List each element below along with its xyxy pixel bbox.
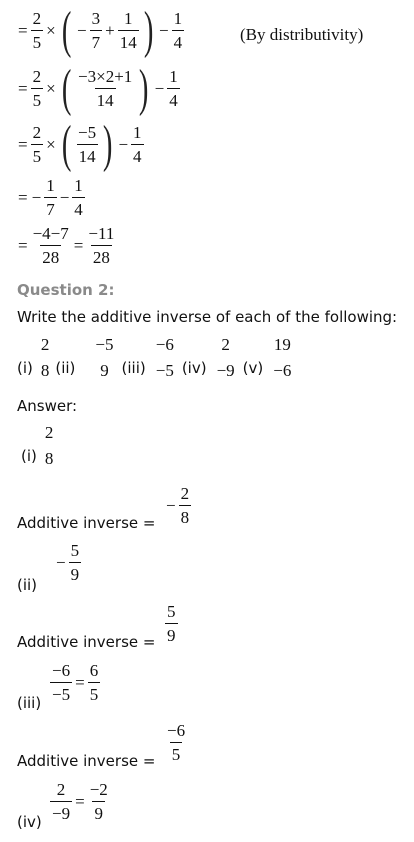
- fraction: $\frac{2}{-9}$: [52, 780, 71, 823]
- fraction: $\frac{1}{4}$: [169, 67, 178, 111]
- fraction: $\frac{2}{5}$: [32, 67, 42, 111]
- option-label: (ii): [55, 359, 76, 377]
- fraction: $\frac{5}{9}$: [70, 541, 80, 584]
- times-sign: ×: [46, 135, 56, 155]
- right-paren: ): [103, 116, 113, 173]
- equals-sign: =: [18, 21, 28, 41]
- additive-inverse-text: Additive inverse =: [17, 752, 156, 770]
- minus-sign: −: [56, 553, 66, 572]
- question-text: Write the additive inverse of each of the following:: [17, 308, 398, 326]
- equals-sign: =: [18, 79, 28, 99]
- equals-sign: =: [75, 673, 85, 692]
- additive-inverse-value: [164, 485, 192, 526]
- options-row: [17, 336, 293, 379]
- option-label: (v): [242, 359, 264, 377]
- question-heading: Question 2:: [17, 281, 115, 299]
- fraction: $\frac{3}{7}$: [91, 9, 101, 53]
- fraction: $\frac{-6}{-5}$: [52, 661, 71, 704]
- answer-fraction: 2 8: [44, 423, 54, 468]
- derivation-line-4: [16, 177, 86, 218]
- answer-ii-expression: [54, 542, 82, 583]
- fraction: $\frac{-11}{28}$: [88, 224, 115, 267]
- answer-iv-expression: [49, 781, 111, 822]
- option-fraction: −6 −5: [155, 335, 174, 380]
- minus-sign: −: [159, 21, 169, 41]
- option-label: (iii): [121, 359, 146, 377]
- fraction: $\frac{-6}{5}$: [167, 721, 186, 764]
- option-fraction: 2 8: [40, 335, 50, 380]
- option-fraction: −5 9: [95, 335, 114, 380]
- equals-sign: =: [75, 792, 85, 811]
- additive-inverse-value: [164, 722, 188, 763]
- fraction: $\frac{-5}{14}$: [78, 123, 97, 167]
- right-paren: ): [139, 60, 149, 117]
- answer-iii-expression: [49, 662, 101, 703]
- minus-sign: −: [166, 496, 176, 515]
- answer-heading: Answer:: [17, 397, 78, 415]
- fraction: $\frac{1}{14}$: [119, 9, 137, 53]
- times-sign: ×: [46, 21, 56, 41]
- minus-sign: −: [77, 21, 87, 41]
- minus-sign: −: [59, 188, 70, 207]
- fraction: $\frac{2}{5}$: [32, 9, 42, 53]
- fraction: $\frac{1}{4}$: [133, 123, 142, 167]
- distributivity-note: (By distributivity): [240, 25, 364, 44]
- additive-inverse-text: Additive inverse =: [17, 633, 156, 651]
- derivation-line-5: [16, 225, 117, 266]
- fraction: $\frac{1}{7}$: [46, 176, 55, 219]
- answer-label: (iv): [17, 813, 42, 831]
- right-paren: ): [143, 2, 154, 59]
- additive-inverse-text: Additive inverse =: [17, 514, 156, 532]
- option-label: (i): [17, 359, 33, 377]
- minus-sign: −: [118, 135, 129, 155]
- fraction: $\frac{2}{8}$: [180, 484, 190, 527]
- equals-sign: =: [18, 236, 28, 255]
- derivation-line-1: [16, 2, 185, 59]
- option-label: (iv): [181, 359, 207, 377]
- minus-sign: −: [31, 188, 42, 207]
- times-sign: ×: [46, 79, 56, 99]
- fraction: $\frac{1}{4}$: [74, 176, 83, 219]
- fraction: $\frac{6}{5}$: [89, 661, 99, 704]
- fraction: $\frac{2}{5}$: [32, 123, 42, 167]
- equals-sign: =: [18, 135, 28, 155]
- answer-i: [21, 424, 56, 467]
- fraction: $\frac{-4-7}{28}$: [32, 224, 69, 267]
- fraction: $\frac{5}{9}$: [167, 602, 176, 645]
- fraction: $\frac{-3\times 2+1}{14}$: [78, 67, 133, 111]
- plus-sign: +: [105, 21, 115, 41]
- left-paren: (: [61, 60, 72, 117]
- equals-sign: =: [18, 188, 28, 207]
- equals-sign: =: [73, 236, 84, 255]
- answer-label: (ii): [17, 576, 38, 594]
- minus-sign: −: [154, 79, 165, 99]
- left-paren: (: [61, 2, 72, 59]
- additive-inverse-value: [164, 603, 179, 644]
- answer-label: (i): [21, 447, 37, 465]
- fraction: $\frac{1}{4}$: [173, 9, 183, 53]
- derivation-line-3: [16, 116, 145, 173]
- option-fraction: 2 −9: [216, 335, 235, 380]
- derivation-line-2: [16, 60, 181, 117]
- option-fraction: 19 −6: [273, 335, 292, 380]
- left-paren: (: [61, 116, 72, 173]
- answer-label: (iii): [17, 694, 42, 712]
- fraction: $\frac{-2}{9}$: [89, 780, 108, 823]
